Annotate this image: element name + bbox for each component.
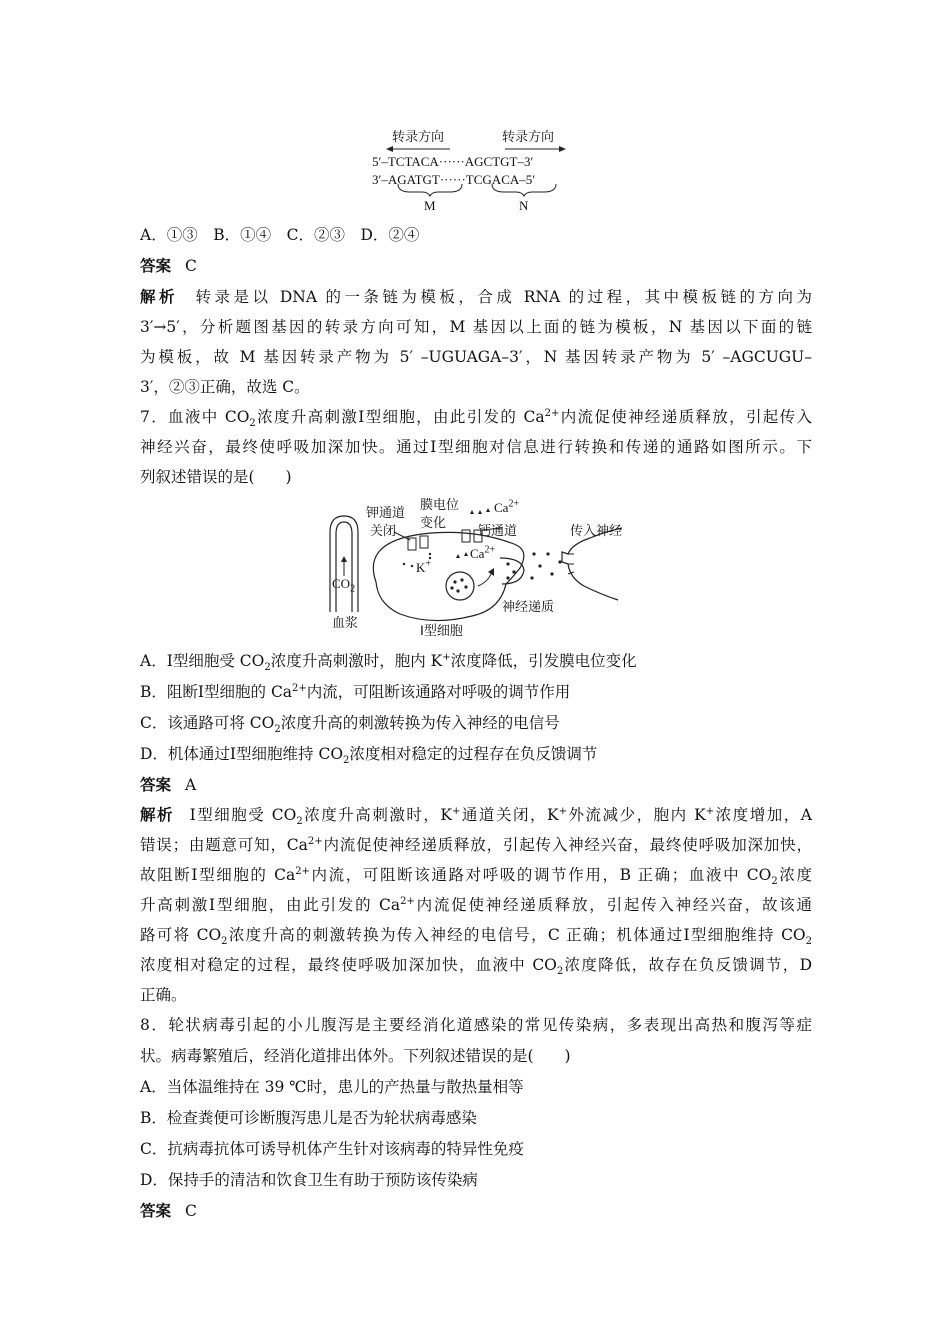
answer-value: C <box>185 1202 197 1220</box>
gene-m-label: M <box>424 198 436 213</box>
q8-stem-line-1: 8．轮状病毒引起的小儿腹泻是主要经消化道感染的常见传染病，多表现出高热和腹泻等症 <box>140 1016 812 1034</box>
dna-bottom-strand: 3′–AGATGT······TCGACA–5′ <box>372 172 536 187</box>
q7-answer <box>140 774 196 796</box>
gene-n-label: N <box>519 198 529 213</box>
q7-option-a: A．Ⅰ型细胞受 $CO_2$浓度升高刺激时，胞内 K+浓度降低，引发膜电位变化 <box>140 651 637 674</box>
label-afferent-nerve: 传入神经 <box>570 523 623 538</box>
label-calcium-channel: 钙通道 <box>478 523 518 538</box>
q8-stem-line-2: 状。病毒繁殖后，经消化道排出体外。下列叙述错误的是( ) <box>140 1047 571 1065</box>
label-neurotransmitter: 神经递质 <box>502 599 555 614</box>
q8-answer <box>140 1200 197 1222</box>
q7-analysis-line-6: 浓度相对稳定的过程，最终使呼吸加深加快，血液中 $CO_2$浓度降低，故存在负反馈调节，D <box>140 956 812 978</box>
q8-option-a: A．当体温维持在 39 ℃时，患儿的产热量与散热量相等 <box>140 1078 524 1096</box>
q6-answer <box>140 255 197 277</box>
q7-stem-line-3: 列叙述错误的是( ) <box>140 468 292 486</box>
transcription-direction-left: 转录方向 <box>392 129 445 144</box>
q7-analysis-line-7: 正确。 <box>140 986 187 1004</box>
answer-value: C <box>185 257 197 275</box>
q6-analysis-line-4: 3′，②③正确，故选 C。 <box>140 378 310 396</box>
q7-analysis-line-2: 错误；由题意可知，$Ca^{2+}$内流促使神经递质释放，引起传入神经兴奋，最终使呼吸加深加快， <box>140 835 812 854</box>
q8-option-d: D．保持手的清洁和饮食卫生有助于预防该传染病 <box>140 1171 478 1189</box>
label-co2: $CO_2$ <box>332 576 356 595</box>
analysis-label: 解析 <box>140 287 178 306</box>
answer-label: 答案 <box>140 256 172 275</box>
label-calcium-inside: $Ca^{2+}$ <box>470 544 496 561</box>
q6-options: A．①③ B．①④ C．②③ D．②④ <box>140 226 420 244</box>
q7-analysis-line-1: 解析 Ⅰ型细胞受 $CO_2$浓度升高刺激时，K+通道关闭，K+外流减少，胞内 K+浓度增加，A <box>140 805 812 828</box>
q6-analysis-line-3: 为模板，故 M 基因转录产物为 5′ –UGUAGA–3′，N 基因转录产物为 5′ –AGCUGU– <box>140 348 812 366</box>
q8-option-c: C．抗病毒抗体可诱导机体产生针对该病毒的特异性免疫 <box>140 1140 524 1158</box>
q7-option-d: D．机体通过Ⅰ型细胞维持 $CO_2$浓度相对稳定的过程存在负反馈调节 <box>140 745 598 767</box>
label-plasma: 血浆 <box>332 615 359 630</box>
q7-analysis-line-5: 路可将 $CO_2$浓度升高的刺激转换为传入神经的电信号，C 正确；机体通过Ⅰ型细胞维持 $CO_2$ <box>140 926 813 948</box>
answer-label: 答案 <box>140 775 172 794</box>
q7-option-b: B．阻断Ⅰ型细胞的 $Ca^{2+}$内流，可阻断该通路对呼吸的调节作用 <box>140 682 571 701</box>
label-potassium-ion: K+ <box>416 558 432 575</box>
label-type1-cell: Ⅰ型细胞 <box>420 623 463 638</box>
analysis-label: 解析 <box>140 805 175 824</box>
label-membrane-potential: 膜电位 <box>420 497 460 512</box>
q6-analysis-line-2: 3′→5′，分析题图基因的转录方向可知，M 基因以上面的链为模板，N 基因以下面的链 <box>140 318 812 336</box>
answer-value: A <box>185 776 197 794</box>
q8-option-b: B．检查粪便可诊断腹泻患儿是否为轮状病毒感染 <box>140 1109 477 1127</box>
q7-analysis-line-4: 升高刺激Ⅰ型细胞，由此引发的 $Ca^{2+}$内流促使神经递质释放，引起传入神经兴奋，故该通 <box>140 895 812 914</box>
label-potassium-channel: 钾通道 <box>366 505 406 520</box>
label-calcium-top: $Ca^{2+}$ <box>494 498 520 515</box>
answer-label: 答案 <box>140 1201 172 1220</box>
type1-cell-figure <box>322 492 632 640</box>
dna-transcription-figure <box>350 122 610 217</box>
q7-option-c: C．该通路可将 $CO_2$浓度升高的刺激转换为传入神经的电信号 <box>140 714 560 736</box>
q6-analysis-line-1: 解析 转录是以 DNA 的一条链为模板，合成 RNA 的过程，其中模板链的方向为 <box>140 287 812 306</box>
label-change: 变化 <box>420 515 447 530</box>
q7-stem-line-1: 7．血液中 $CO_2$浓度升高刺激Ⅰ型细胞，由此引发的 $Ca^{2+}$内流促使神经递质释放，引起传入 <box>140 407 812 430</box>
label-closed: 关闭 <box>370 523 397 538</box>
q7-stem-line-2: 神经兴奋，最终使呼吸加深加快。通过Ⅰ型细胞对信息进行转换和传递的通路如图所示。下 <box>140 438 812 456</box>
q7-analysis-line-3: 故阻断Ⅰ型细胞的 $Ca^{2+}$内流，可阻断该通路对呼吸的调节作用，B 正确；血液中 $CO_2$浓度 <box>140 865 812 888</box>
dna-top-strand: 5′–TCTACA······AGCTGT–3′ <box>372 154 534 169</box>
transcription-direction-right: 转录方向 <box>502 129 555 144</box>
